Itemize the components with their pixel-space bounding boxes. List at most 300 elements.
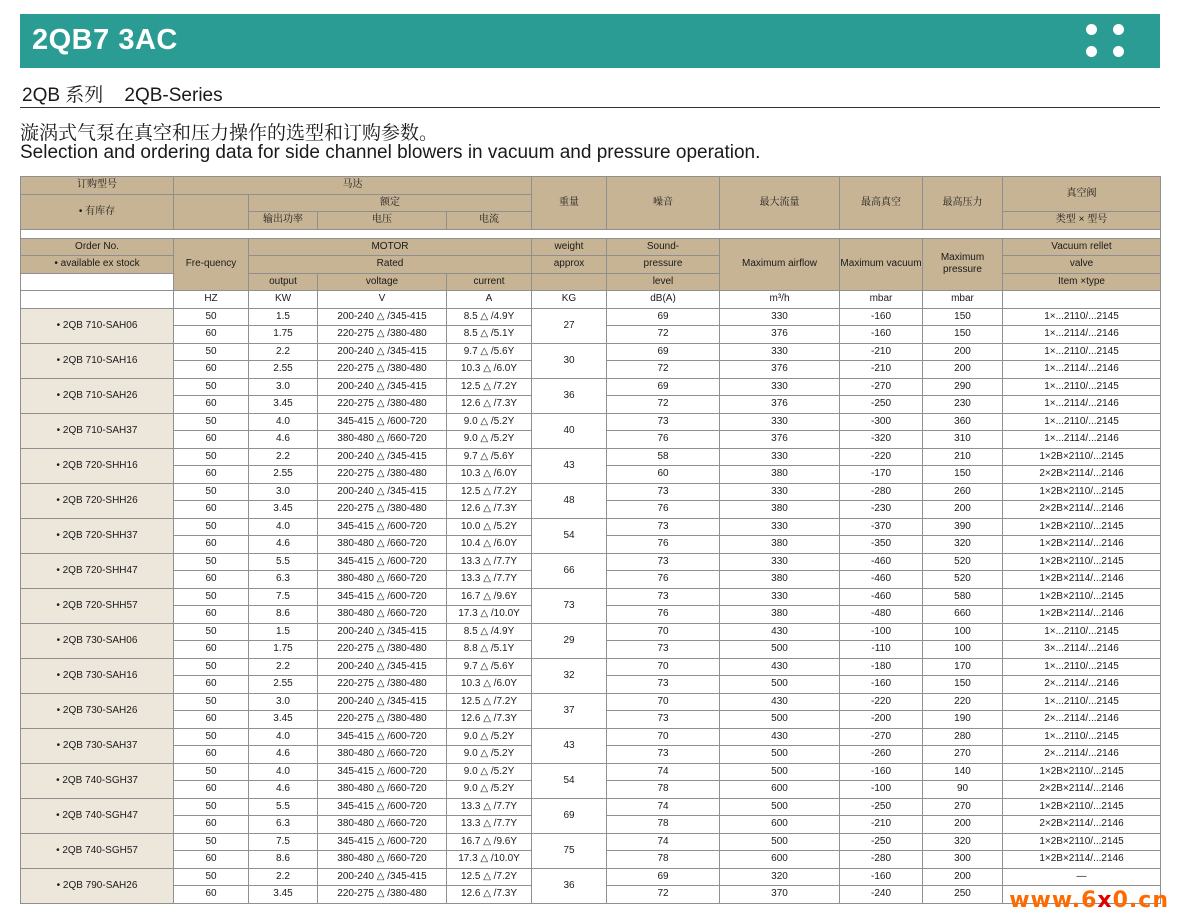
pressure-cell: 140 bbox=[923, 763, 1003, 781]
airflow-cell: 380 bbox=[720, 606, 840, 624]
freq-cell: 60 bbox=[174, 396, 249, 414]
header-gap bbox=[21, 229, 1161, 238]
model-name-cell: • 2QB 730-SAH16 bbox=[21, 658, 174, 693]
voltage-cell: 380-480 △ /660-720 bbox=[318, 606, 447, 624]
output-cell: 2.2 bbox=[249, 868, 318, 886]
voltage-cell: 200-240 △ /345-415 bbox=[318, 343, 447, 361]
freq-cell: 60 bbox=[174, 851, 249, 869]
current-cell: 8.5 △ /4.9Y bbox=[447, 623, 532, 641]
en-freq-header: Fre-quency bbox=[174, 238, 249, 291]
vacuum-cell: -220 bbox=[840, 693, 923, 711]
output-cell: 1.5 bbox=[249, 623, 318, 641]
vacuum-cell: -200 bbox=[840, 711, 923, 729]
en-sound1-header: Sound- bbox=[607, 238, 720, 256]
freq-cell: 50 bbox=[174, 308, 249, 326]
output-cell: 3.45 bbox=[249, 501, 318, 519]
current-cell: 10.3 △ /6.0Y bbox=[447, 676, 532, 694]
valve-cell: 1×2B×2114/...2146 bbox=[1003, 606, 1161, 624]
output-cell: 5.5 bbox=[249, 798, 318, 816]
current-cell: 8.5 △ /4.9Y bbox=[447, 308, 532, 326]
watermark: www.6x0.cn bbox=[1009, 888, 1169, 913]
airflow-cell: 330 bbox=[720, 588, 840, 606]
en-airflow-header: Maximum airflow bbox=[720, 238, 840, 291]
current-cell: 12.5 △ /7.2Y bbox=[447, 483, 532, 501]
valve-cell: 3×...2114/...2146 bbox=[1003, 641, 1161, 659]
current-cell: 10.3 △ /6.0Y bbox=[447, 466, 532, 484]
voltage-cell: 345-415 △ /600-720 bbox=[318, 518, 447, 536]
voltage-cell: 220-275 △ /380-480 bbox=[318, 361, 447, 379]
model-name-cell: • 2QB 740-SGH47 bbox=[21, 798, 174, 833]
current-cell: 12.6 △ /7.3Y bbox=[447, 396, 532, 414]
valve-cell: 1×...2110/...2145 bbox=[1003, 728, 1161, 746]
sound-cell: 73 bbox=[607, 676, 720, 694]
en-weight-header: weight bbox=[532, 238, 607, 256]
pressure-cell: 230 bbox=[923, 396, 1003, 414]
sound-cell: 69 bbox=[607, 308, 720, 326]
pressure-cell: 310 bbox=[923, 431, 1003, 449]
output-cell: 3.45 bbox=[249, 396, 318, 414]
pressure-cell: 580 bbox=[923, 588, 1003, 606]
current-cell: 9.0 △ /5.2Y bbox=[447, 413, 532, 431]
vacuum-cell: -300 bbox=[840, 413, 923, 431]
vacuum-cell: -280 bbox=[840, 483, 923, 501]
airflow-cell: 320 bbox=[720, 868, 840, 886]
pressure-cell: 520 bbox=[923, 553, 1003, 571]
unit-cell: mbar bbox=[923, 291, 1003, 309]
freq-cell: 50 bbox=[174, 763, 249, 781]
valve-cell: 2×...2114/...2146 bbox=[1003, 746, 1161, 764]
en-vacuum-header: Maximum vacuum bbox=[840, 238, 923, 291]
current-cell: 12.6 △ /7.3Y bbox=[447, 501, 532, 519]
valve-cell: 1×2B×2110/...2145 bbox=[1003, 763, 1161, 781]
current-cell: 10.4 △ /6.0Y bbox=[447, 536, 532, 554]
current-cell: 9.7 △ /5.6Y bbox=[447, 448, 532, 466]
airflow-cell: 370 bbox=[720, 886, 840, 904]
voltage-cell: 200-240 △ /345-415 bbox=[318, 868, 447, 886]
pressure-cell: 150 bbox=[923, 676, 1003, 694]
vacuum-cell: -460 bbox=[840, 571, 923, 589]
freq-cell: 60 bbox=[174, 816, 249, 834]
en-weight-blank bbox=[532, 273, 607, 291]
en-order-header: Order No. bbox=[21, 238, 174, 256]
vacuum-cell: -250 bbox=[840, 396, 923, 414]
sound-cell: 72 bbox=[607, 886, 720, 904]
cn-vacuum-header: 最高真空 bbox=[840, 177, 923, 230]
cn-weight-header: 重量 bbox=[532, 177, 607, 230]
output-cell: 3.0 bbox=[249, 483, 318, 501]
freq-cell: 60 bbox=[174, 746, 249, 764]
vacuum-cell: -210 bbox=[840, 816, 923, 834]
sound-cell: 78 bbox=[607, 816, 720, 834]
freq-cell: 60 bbox=[174, 431, 249, 449]
current-cell: 13.3 △ /7.7Y bbox=[447, 816, 532, 834]
cn-valve-type-header: 类型 × 型号 bbox=[1003, 212, 1161, 230]
page-title: 2QB7 3AC bbox=[32, 24, 178, 56]
airflow-cell: 500 bbox=[720, 798, 840, 816]
table-row bbox=[21, 483, 1161, 501]
description-english: Selection and ordering data for side channel blowers in vacuum and pressure operation. bbox=[20, 142, 761, 163]
sound-cell: 76 bbox=[607, 536, 720, 554]
airflow-cell: 430 bbox=[720, 658, 840, 676]
airflow-cell: 500 bbox=[720, 746, 840, 764]
freq-cell: 60 bbox=[174, 606, 249, 624]
voltage-cell: 220-275 △ /380-480 bbox=[318, 676, 447, 694]
freq-cell: 60 bbox=[174, 536, 249, 554]
voltage-cell: 380-480 △ /660-720 bbox=[318, 851, 447, 869]
sound-cell: 73 bbox=[607, 711, 720, 729]
freq-cell: 50 bbox=[174, 658, 249, 676]
voltage-cell: 345-415 △ /600-720 bbox=[318, 553, 447, 571]
cn-motor-header: 马达 bbox=[174, 177, 532, 195]
freq-cell: 60 bbox=[174, 676, 249, 694]
current-cell: 9.0 △ /5.2Y bbox=[447, 728, 532, 746]
current-cell: 9.0 △ /5.2Y bbox=[447, 763, 532, 781]
airflow-cell: 380 bbox=[720, 536, 840, 554]
output-cell: 2.55 bbox=[249, 466, 318, 484]
vacuum-cell: -100 bbox=[840, 623, 923, 641]
sound-cell: 58 bbox=[607, 448, 720, 466]
sound-cell: 72 bbox=[607, 326, 720, 344]
sound-cell: 73 bbox=[607, 641, 720, 659]
voltage-cell: 220-275 △ /380-480 bbox=[318, 886, 447, 904]
current-cell: 9.0 △ /5.2Y bbox=[447, 431, 532, 449]
output-cell: 8.6 bbox=[249, 606, 318, 624]
pressure-cell: 170 bbox=[923, 658, 1003, 676]
output-cell: 3.45 bbox=[249, 711, 318, 729]
valve-cell: 1×2B×2110/...2145 bbox=[1003, 518, 1161, 536]
en-pressure-header: Maximum pressure bbox=[923, 238, 1003, 291]
sound-cell: 76 bbox=[607, 571, 720, 589]
pressure-cell: 260 bbox=[923, 483, 1003, 501]
voltage-cell: 200-240 △ /345-415 bbox=[318, 693, 447, 711]
current-cell: 12.6 △ /7.3Y bbox=[447, 711, 532, 729]
sound-cell: 74 bbox=[607, 763, 720, 781]
freq-cell: 50 bbox=[174, 483, 249, 501]
sound-cell: 69 bbox=[607, 868, 720, 886]
sound-cell: 73 bbox=[607, 413, 720, 431]
table-row bbox=[21, 553, 1161, 571]
table-row bbox=[21, 658, 1161, 676]
voltage-cell: 380-480 △ /660-720 bbox=[318, 536, 447, 554]
voltage-cell: 220-275 △ /380-480 bbox=[318, 396, 447, 414]
valve-cell: 1×2B×2114/...2146 bbox=[1003, 851, 1161, 869]
valve-cell: 1×...2110/...2145 bbox=[1003, 378, 1161, 396]
current-cell: 12.5 △ /7.2Y bbox=[447, 693, 532, 711]
vacuum-cell: -250 bbox=[840, 798, 923, 816]
model-name-cell: • 2QB 710-SAH16 bbox=[21, 343, 174, 378]
en-approx-header: approx bbox=[532, 256, 607, 274]
freq-cell: 50 bbox=[174, 588, 249, 606]
sound-cell: 72 bbox=[607, 361, 720, 379]
table-row bbox=[21, 833, 1161, 851]
freq-cell: 60 bbox=[174, 641, 249, 659]
en-motor-header: MOTOR bbox=[249, 238, 532, 256]
airflow-cell: 380 bbox=[720, 571, 840, 589]
vacuum-cell: -210 bbox=[840, 361, 923, 379]
valve-cell: 1×2B×2110/...2145 bbox=[1003, 553, 1161, 571]
weight-cell: 29 bbox=[532, 623, 607, 658]
model-name-cell: • 2QB 720-SHH26 bbox=[21, 483, 174, 518]
vacuum-cell: -280 bbox=[840, 851, 923, 869]
weight-cell: 37 bbox=[532, 693, 607, 728]
en-sound2-header: pressure bbox=[607, 256, 720, 274]
vacuum-cell: -270 bbox=[840, 378, 923, 396]
current-cell: 13.3 △ /7.7Y bbox=[447, 571, 532, 589]
freq-cell: 60 bbox=[174, 711, 249, 729]
vacuum-cell: -460 bbox=[840, 553, 923, 571]
cn-voltage-header: 电压 bbox=[318, 212, 447, 230]
model-name-cell: • 2QB 710-SAH06 bbox=[21, 308, 174, 343]
current-cell: 9.7 △ /5.6Y bbox=[447, 658, 532, 676]
cn-freq-blank bbox=[174, 194, 249, 229]
vacuum-cell: -250 bbox=[840, 833, 923, 851]
pressure-cell: 150 bbox=[923, 308, 1003, 326]
output-cell: 2.55 bbox=[249, 361, 318, 379]
vacuum-cell: -220 bbox=[840, 448, 923, 466]
vacuum-cell: -160 bbox=[840, 763, 923, 781]
current-cell: 17.3 △ /10.0Y bbox=[447, 851, 532, 869]
valve-cell: 1×2B×2114/...2146 bbox=[1003, 536, 1161, 554]
voltage-cell: 345-415 △ /600-720 bbox=[318, 833, 447, 851]
vacuum-cell: -320 bbox=[840, 431, 923, 449]
model-name-cell: • 2QB 720-SHH47 bbox=[21, 553, 174, 588]
airflow-cell: 376 bbox=[720, 326, 840, 344]
airflow-cell: 330 bbox=[720, 308, 840, 326]
current-cell: 12.5 △ /7.2Y bbox=[447, 868, 532, 886]
table-row bbox=[21, 448, 1161, 466]
table-row bbox=[21, 308, 1161, 326]
valve-cell: 1×...2114/...2146 bbox=[1003, 396, 1161, 414]
spec-table-body bbox=[21, 177, 1161, 904]
voltage-cell: 380-480 △ /660-720 bbox=[318, 781, 447, 799]
pressure-cell: 200 bbox=[923, 816, 1003, 834]
vacuum-cell: -180 bbox=[840, 658, 923, 676]
vacuum-cell: -260 bbox=[840, 746, 923, 764]
freq-cell: 50 bbox=[174, 798, 249, 816]
airflow-cell: 380 bbox=[720, 466, 840, 484]
pressure-cell: 250 bbox=[923, 886, 1003, 904]
model-name-cell: • 2QB 790-SAH26 bbox=[21, 868, 174, 903]
model-name-cell: • 2QB 740-SGH57 bbox=[21, 833, 174, 868]
en-sound3-header: level bbox=[607, 273, 720, 291]
valve-cell: 1×2B×2110/...2145 bbox=[1003, 588, 1161, 606]
pressure-cell: 320 bbox=[923, 536, 1003, 554]
sound-cell: 73 bbox=[607, 518, 720, 536]
valve-cell: 1×...2114/...2146 bbox=[1003, 431, 1161, 449]
airflow-cell: 600 bbox=[720, 781, 840, 799]
output-cell: 1.5 bbox=[249, 308, 318, 326]
valve-cell: 1×...2114/...2146 bbox=[1003, 361, 1161, 379]
table-row bbox=[21, 588, 1161, 606]
sound-cell: 70 bbox=[607, 623, 720, 641]
voltage-cell: 345-415 △ /600-720 bbox=[318, 413, 447, 431]
table-row bbox=[21, 868, 1161, 886]
sound-cell: 76 bbox=[607, 501, 720, 519]
pressure-cell: 150 bbox=[923, 326, 1003, 344]
pressure-cell: 320 bbox=[923, 833, 1003, 851]
airflow-cell: 500 bbox=[720, 641, 840, 659]
en-current-header: current bbox=[447, 273, 532, 291]
airflow-cell: 500 bbox=[720, 711, 840, 729]
unit-cell: KG bbox=[532, 291, 607, 309]
weight-cell: 43 bbox=[532, 728, 607, 763]
valve-cell: 2×...2114/...2146 bbox=[1003, 711, 1161, 729]
table-row bbox=[21, 378, 1161, 396]
weight-cell: 66 bbox=[532, 553, 607, 588]
en-rated-header: Rated bbox=[249, 256, 532, 274]
table-row bbox=[21, 728, 1161, 746]
series-label: 2QB 系列 2QB-Series bbox=[22, 85, 223, 106]
pressure-cell: 290 bbox=[923, 378, 1003, 396]
airflow-cell: 330 bbox=[720, 343, 840, 361]
airflow-cell: 380 bbox=[720, 501, 840, 519]
voltage-cell: 220-275 △ /380-480 bbox=[318, 326, 447, 344]
output-cell: 4.6 bbox=[249, 431, 318, 449]
airflow-cell: 330 bbox=[720, 553, 840, 571]
current-cell: 13.3 △ /7.7Y bbox=[447, 798, 532, 816]
sound-cell: 70 bbox=[607, 658, 720, 676]
pressure-cell: 220 bbox=[923, 693, 1003, 711]
airflow-cell: 430 bbox=[720, 623, 840, 641]
voltage-cell: 345-415 △ /600-720 bbox=[318, 798, 447, 816]
freq-cell: 50 bbox=[174, 413, 249, 431]
vacuum-cell: -160 bbox=[840, 868, 923, 886]
sound-cell: 73 bbox=[607, 746, 720, 764]
current-cell: 12.5 △ /7.2Y bbox=[447, 378, 532, 396]
output-cell: 4.0 bbox=[249, 518, 318, 536]
voltage-cell: 345-415 △ /600-720 bbox=[318, 763, 447, 781]
output-cell: 4.0 bbox=[249, 763, 318, 781]
airflow-cell: 330 bbox=[720, 448, 840, 466]
unit-cell: dB(A) bbox=[607, 291, 720, 309]
unit-cell: A bbox=[447, 291, 532, 309]
voltage-cell: 200-240 △ /345-415 bbox=[318, 658, 447, 676]
valve-cell: 2×...2114/...2146 bbox=[1003, 676, 1161, 694]
freq-cell: 50 bbox=[174, 448, 249, 466]
pressure-cell: 190 bbox=[923, 711, 1003, 729]
weight-cell: 27 bbox=[532, 308, 607, 343]
output-cell: 1.75 bbox=[249, 326, 318, 344]
output-cell: 4.6 bbox=[249, 781, 318, 799]
cn-output-header: 输出功率 bbox=[249, 212, 318, 230]
weight-cell: 40 bbox=[532, 413, 607, 448]
vacuum-cell: -210 bbox=[840, 343, 923, 361]
pressure-cell: 360 bbox=[923, 413, 1003, 431]
voltage-cell: 380-480 △ /660-720 bbox=[318, 571, 447, 589]
voltage-cell: 200-240 △ /345-415 bbox=[318, 378, 447, 396]
airflow-cell: 430 bbox=[720, 728, 840, 746]
pressure-cell: 90 bbox=[923, 781, 1003, 799]
airflow-cell: 430 bbox=[720, 693, 840, 711]
model-name-cell: • 2QB 730-SAH37 bbox=[21, 728, 174, 763]
valve-cell: 1×...2110/...2145 bbox=[1003, 413, 1161, 431]
freq-cell: 50 bbox=[174, 343, 249, 361]
pressure-cell: 520 bbox=[923, 571, 1003, 589]
vacuum-cell: -110 bbox=[840, 641, 923, 659]
output-cell: 2.55 bbox=[249, 676, 318, 694]
en-valve3-header: Item ×type bbox=[1003, 273, 1161, 291]
valve-cell: 1×...2114/...2146 bbox=[1003, 326, 1161, 344]
model-name-cell: • 2QB 730-SAH26 bbox=[21, 693, 174, 728]
sound-cell: 70 bbox=[607, 728, 720, 746]
voltage-cell: 220-275 △ /380-480 bbox=[318, 466, 447, 484]
freq-cell: 60 bbox=[174, 326, 249, 344]
vacuum-cell: -160 bbox=[840, 326, 923, 344]
airflow-cell: 376 bbox=[720, 361, 840, 379]
model-name-cell: • 2QB 720-SHH16 bbox=[21, 448, 174, 483]
description-chinese: 漩涡式气泵在真空和压力操作的选型和订购参数。 bbox=[20, 123, 439, 144]
cn-order-header: 订购型号 bbox=[21, 177, 174, 195]
freq-cell: 50 bbox=[174, 693, 249, 711]
output-cell: 4.0 bbox=[249, 728, 318, 746]
freq-cell: 60 bbox=[174, 781, 249, 799]
voltage-cell: 200-240 △ /345-415 bbox=[318, 483, 447, 501]
freq-cell: 50 bbox=[174, 553, 249, 571]
output-cell: 4.6 bbox=[249, 746, 318, 764]
en-valve1-header: Vacuum rellet bbox=[1003, 238, 1161, 256]
table-row bbox=[21, 343, 1161, 361]
output-cell: 7.5 bbox=[249, 588, 318, 606]
cn-current-header: 电流 bbox=[447, 212, 532, 230]
cn-rated-header: 额定 bbox=[249, 194, 532, 212]
freq-cell: 50 bbox=[174, 833, 249, 851]
weight-cell: 75 bbox=[532, 833, 607, 868]
current-cell: 8.8 △ /5.1Y bbox=[447, 641, 532, 659]
current-cell: 10.3 △ /6.0Y bbox=[447, 361, 532, 379]
output-cell: 3.45 bbox=[249, 886, 318, 904]
valve-cell: 2×2B×2114/...2146 bbox=[1003, 501, 1161, 519]
sound-cell: 73 bbox=[607, 588, 720, 606]
valve-cell: 1×...2110/...2145 bbox=[1003, 308, 1161, 326]
table-row bbox=[21, 518, 1161, 536]
current-cell: 16.7 △ /9.6Y bbox=[447, 588, 532, 606]
airflow-cell: 600 bbox=[720, 816, 840, 834]
pressure-cell: 200 bbox=[923, 343, 1003, 361]
model-name-cell: • 2QB 710-SAH26 bbox=[21, 378, 174, 413]
freq-cell: 60 bbox=[174, 501, 249, 519]
airflow-cell: 330 bbox=[720, 518, 840, 536]
valve-cell: 2×2B×2114/...2146 bbox=[1003, 466, 1161, 484]
pressure-cell: 100 bbox=[923, 623, 1003, 641]
current-cell: 9.0 △ /5.2Y bbox=[447, 746, 532, 764]
pressure-cell: 150 bbox=[923, 466, 1003, 484]
output-cell: 7.5 bbox=[249, 833, 318, 851]
title-banner bbox=[20, 14, 1160, 68]
vacuum-cell: -460 bbox=[840, 588, 923, 606]
pressure-cell: 270 bbox=[923, 746, 1003, 764]
sound-cell: 69 bbox=[607, 343, 720, 361]
cn-airflow-header: 最大流量 bbox=[720, 177, 840, 230]
weight-cell: 32 bbox=[532, 658, 607, 693]
voltage-cell: 380-480 △ /660-720 bbox=[318, 431, 447, 449]
output-cell: 3.0 bbox=[249, 693, 318, 711]
model-name-cell: • 2QB 720-SHH57 bbox=[21, 588, 174, 623]
four-dots-icon bbox=[1086, 24, 1126, 60]
freq-cell: 50 bbox=[174, 623, 249, 641]
valve-cell: — bbox=[1003, 868, 1161, 886]
current-cell: 12.6 △ /7.3Y bbox=[447, 886, 532, 904]
current-cell: 8.5 △ /5.1Y bbox=[447, 326, 532, 344]
weight-cell: 30 bbox=[532, 343, 607, 378]
airflow-cell: 500 bbox=[720, 833, 840, 851]
vacuum-cell: -100 bbox=[840, 781, 923, 799]
voltage-cell: 220-275 △ /380-480 bbox=[318, 501, 447, 519]
airflow-cell: 330 bbox=[720, 413, 840, 431]
freq-cell: 60 bbox=[174, 361, 249, 379]
airflow-cell: 376 bbox=[720, 396, 840, 414]
output-cell: 5.5 bbox=[249, 553, 318, 571]
vacuum-cell: -170 bbox=[840, 466, 923, 484]
